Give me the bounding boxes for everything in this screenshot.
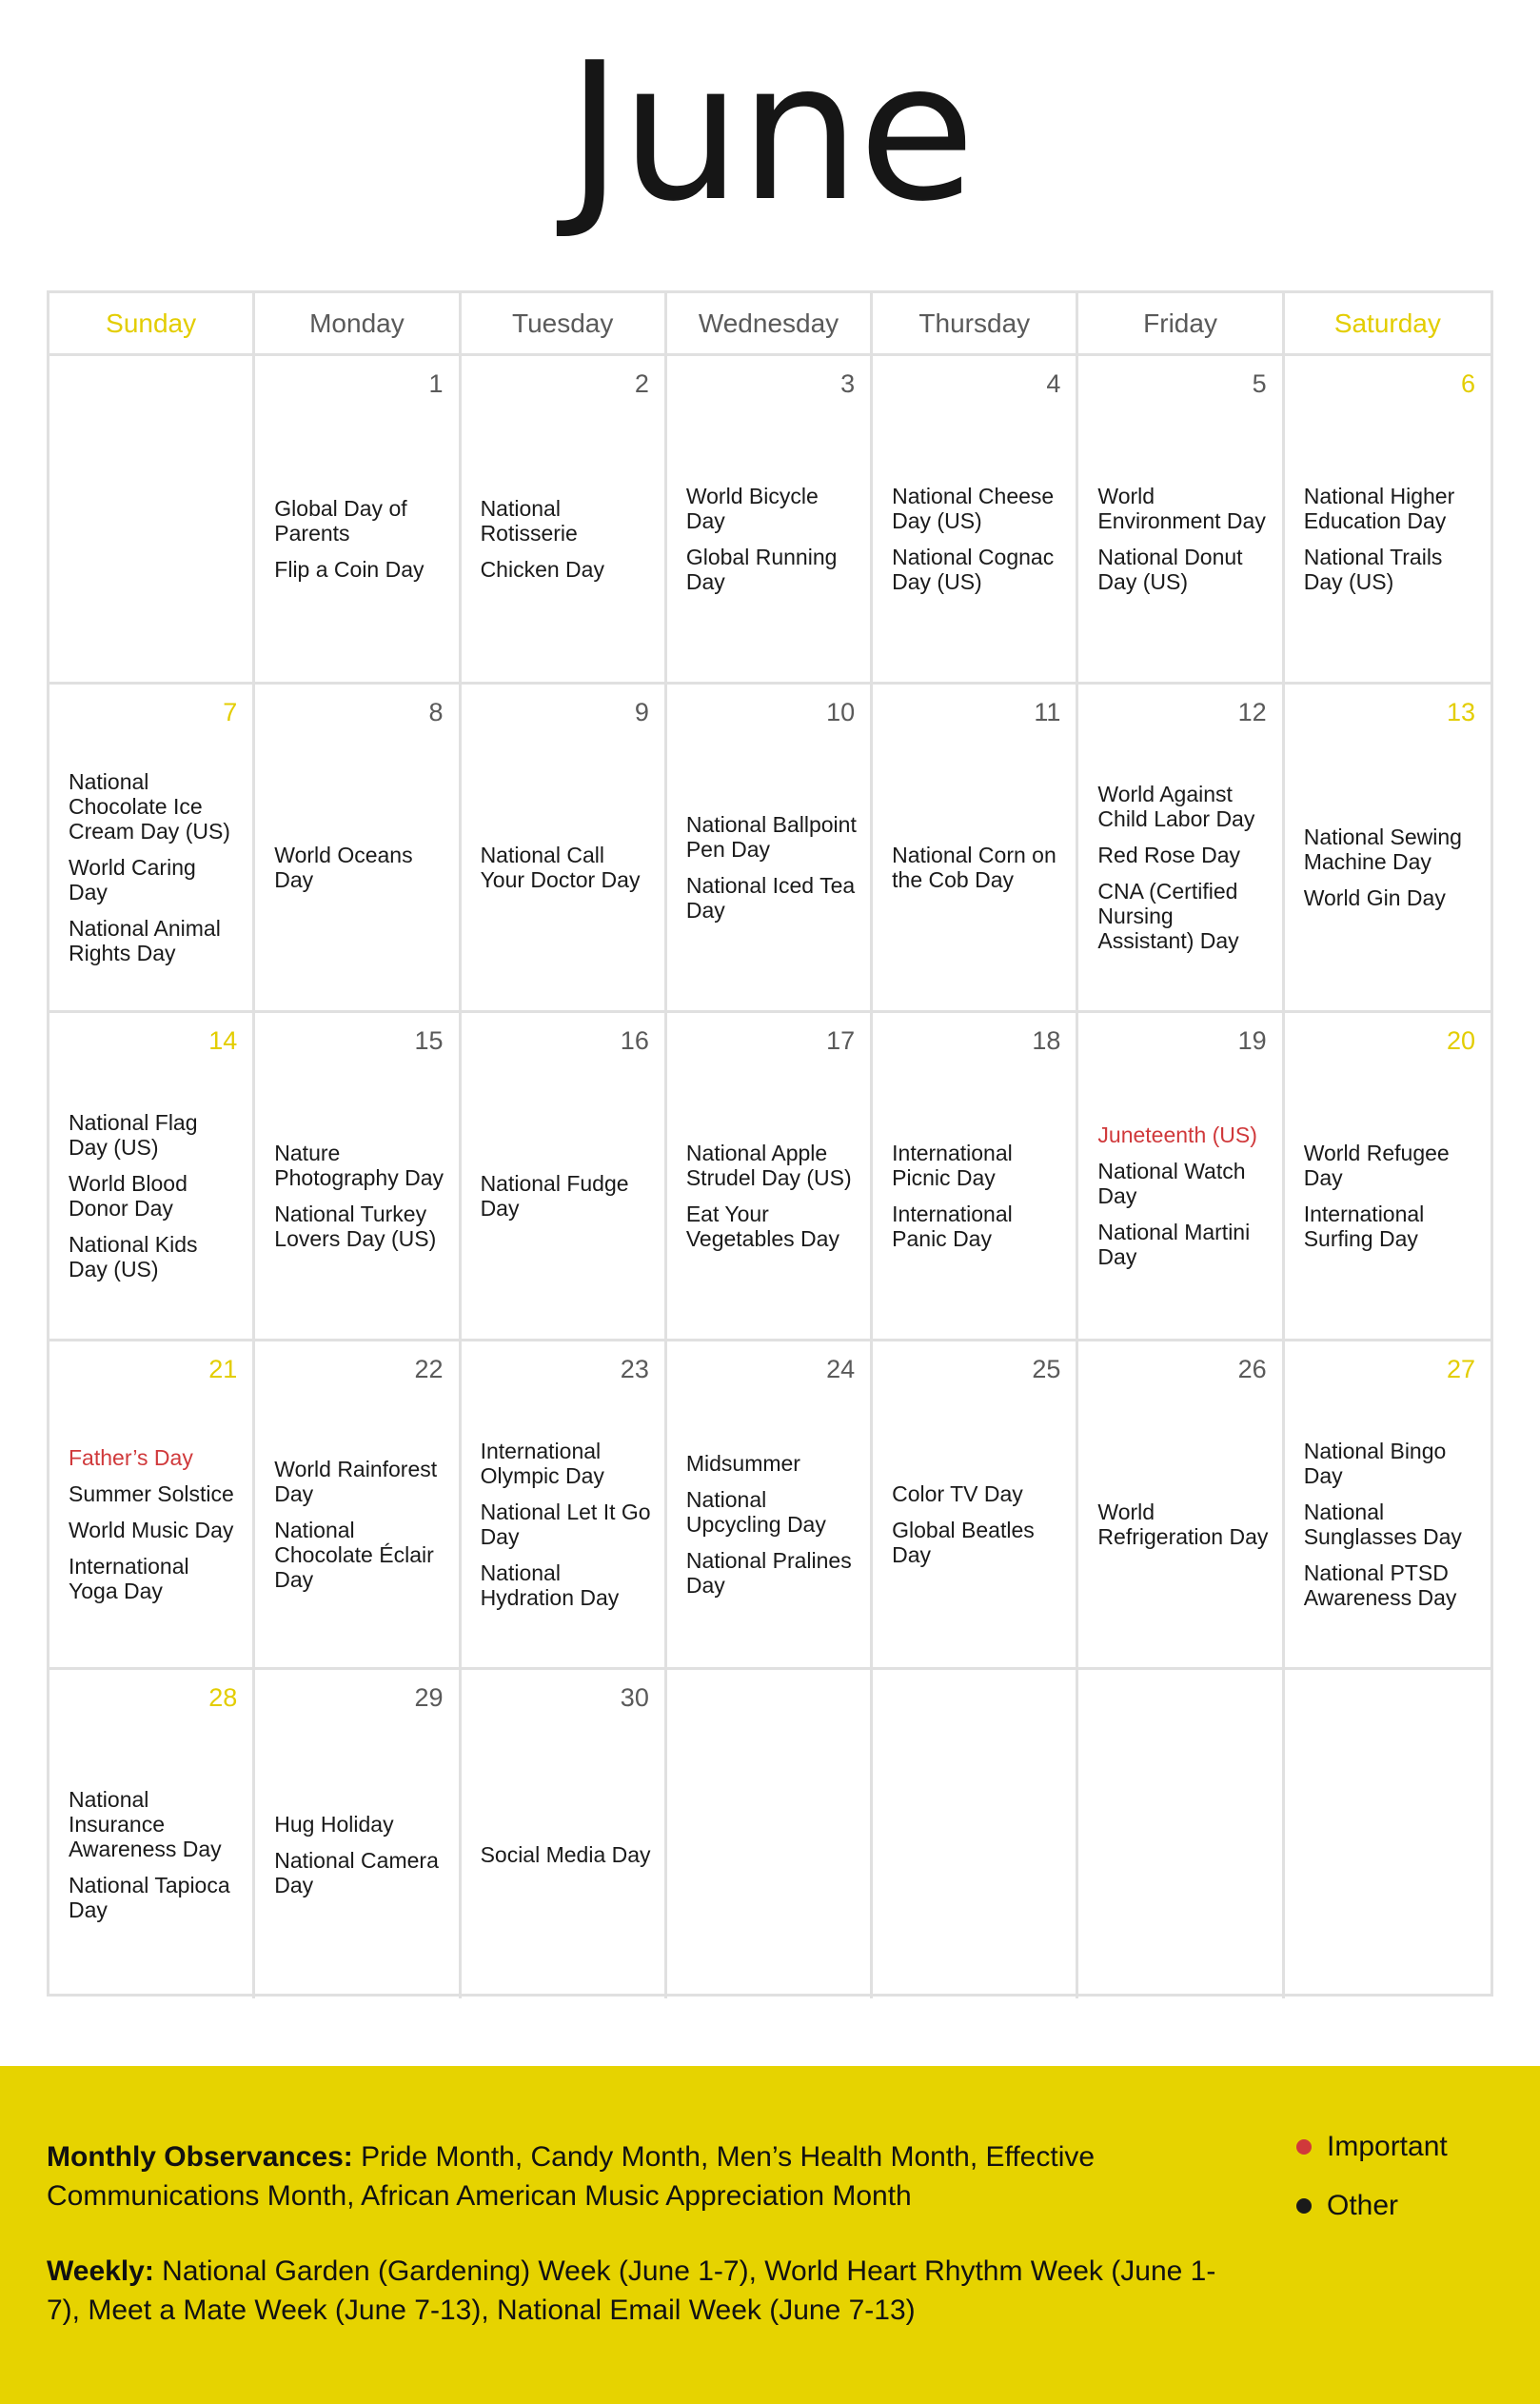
day-cell-19 xyxy=(1078,1013,1284,1341)
event-item: CNA (Certified Nursing Assistant) Day xyxy=(1097,879,1239,953)
weekday-header-sunday: Sunday xyxy=(49,293,255,356)
day-number: 6 xyxy=(1460,369,1475,398)
event-item: World Refugee Day xyxy=(1303,1141,1450,1190)
event-item: National Iced Tea Day xyxy=(685,873,856,923)
event-item: International Picnic Day xyxy=(892,1141,1013,1190)
event-item: National Call Your Doctor Day xyxy=(480,843,641,892)
event-item: National Camera Day xyxy=(274,1847,439,1897)
black-dot-icon xyxy=(1296,2198,1312,2214)
day-number: 3 xyxy=(840,369,856,398)
day-cell-22 xyxy=(255,1341,461,1670)
day-number: 22 xyxy=(414,1355,444,1383)
legend-item-other xyxy=(1296,2187,1448,2225)
day-cell-8 xyxy=(255,685,461,1013)
event-item: National Fudge Day xyxy=(480,1171,629,1221)
day-cell-20 xyxy=(1285,1013,1491,1341)
event-item: National Flag Day (US) xyxy=(69,1110,198,1160)
event-item: International Olympic Day xyxy=(480,1439,604,1488)
weekly-observances-text: National Garden (Gardening) Week (June 1-7), World Heart Rhythm Week (June 1-7), Meet a Mate Week (June 7-13), National Email Week (June 7-13) xyxy=(47,2255,1216,2326)
important-event: Juneteenth (US) xyxy=(1097,1123,1257,1147)
day-number: 30 xyxy=(620,1683,649,1712)
event-item: World Blood Donor Day xyxy=(69,1171,188,1221)
event-item: National Chocolate Ice Cream Day (US) xyxy=(69,769,230,844)
day-cell-7 xyxy=(49,685,255,1013)
event-item: National PTSD Awareness Day xyxy=(1303,1560,1457,1610)
day-number: 11 xyxy=(1034,698,1061,726)
event-item: National Sunglasses Day xyxy=(1303,1500,1462,1549)
event-item: National Martini Day xyxy=(1097,1220,1251,1269)
event-item: World Refrigeration Day xyxy=(1097,1500,1269,1549)
page-title: June xyxy=(566,22,974,244)
event-list xyxy=(274,409,444,668)
legend-important-label: Important xyxy=(1327,2131,1448,2162)
day-number: 28 xyxy=(208,1683,238,1712)
event-item: National Pralines Day xyxy=(685,1548,852,1598)
event-list xyxy=(481,409,651,668)
day-number: 26 xyxy=(1237,1355,1267,1383)
day-cell-12 xyxy=(1078,685,1284,1013)
event-list xyxy=(686,738,857,997)
event-item: National Corn on the Cob Day xyxy=(892,843,1056,892)
event-list xyxy=(481,1066,651,1325)
calendar-grid xyxy=(47,290,1493,1997)
day-cell-6 xyxy=(1285,356,1491,685)
event-item: National Donut Day (US) xyxy=(1097,545,1243,594)
event-item: National Trails Day (US) xyxy=(1303,545,1443,594)
day-cell-9 xyxy=(462,685,667,1013)
weekday-header-thursday: Thursday xyxy=(873,293,1078,356)
event-item: Midsummer xyxy=(685,1451,800,1476)
day-number: 4 xyxy=(1046,369,1061,398)
weekly-observances-label: Weekly: xyxy=(47,2255,154,2287)
day-number: 27 xyxy=(1446,1355,1475,1383)
event-item: National Insurance Awareness Day xyxy=(69,1786,222,1861)
event-item: World Caring Day xyxy=(69,855,196,904)
event-item: National Cognac Day (US) xyxy=(892,545,1055,594)
event-item: Summer Solstice xyxy=(69,1481,234,1506)
event-list xyxy=(274,1395,444,1654)
day-cell-10 xyxy=(667,685,873,1013)
day-cell-24 xyxy=(667,1341,873,1670)
event-item: Hug Holiday xyxy=(274,1811,394,1837)
event-list xyxy=(481,738,651,997)
empty-day-cell xyxy=(1078,1670,1284,1998)
event-item: National Ballpoint Pen Day xyxy=(685,812,857,862)
weekday-header-saturday: Saturday xyxy=(1285,293,1491,356)
day-number: 14 xyxy=(208,1026,238,1055)
event-list xyxy=(686,409,857,668)
day-cell-26 xyxy=(1078,1341,1284,1670)
day-number: 18 xyxy=(1032,1026,1061,1055)
day-number: 29 xyxy=(414,1683,444,1712)
day-cell-29 xyxy=(255,1670,461,1998)
legend-other-label: Other xyxy=(1327,2190,1399,2221)
day-number: 7 xyxy=(223,698,238,726)
day-cell-5 xyxy=(1078,356,1284,685)
event-item: National Animal Rights Day xyxy=(69,916,221,965)
day-cell-13 xyxy=(1285,685,1491,1013)
event-list xyxy=(686,1395,857,1654)
event-item: National Bingo Day xyxy=(1303,1439,1447,1488)
empty-day-cell xyxy=(873,1670,1078,1998)
event-item: Global Day of Parents xyxy=(274,496,407,546)
day-cell-17 xyxy=(667,1013,873,1341)
legend xyxy=(1296,2128,1448,2246)
footer-panel xyxy=(0,2066,1540,2404)
event-list xyxy=(1097,1395,1268,1654)
day-cell-18 xyxy=(873,1013,1078,1341)
day-cell-21 xyxy=(49,1341,255,1670)
day-cell-28 xyxy=(49,1670,255,1998)
day-number: 13 xyxy=(1446,698,1475,726)
event-item: Nature Photography Day xyxy=(274,1141,444,1190)
event-item: Eat Your Vegetables Day xyxy=(685,1202,839,1251)
event-item: National Higher Education Day xyxy=(1303,484,1455,533)
day-number: 9 xyxy=(634,698,649,726)
event-list xyxy=(69,738,239,997)
day-number: 10 xyxy=(826,698,856,726)
event-list xyxy=(1097,738,1268,997)
day-cell-27 xyxy=(1285,1341,1491,1670)
event-list xyxy=(892,1066,1062,1325)
day-cell-2 xyxy=(462,356,667,685)
day-number: 8 xyxy=(428,698,444,726)
event-item: World Bicycle Day xyxy=(685,484,819,533)
monthly-observances-text: Pride Month, Candy Month, Men’s Health Month, Effective Communications Month, African American Music Appreciation Month xyxy=(47,2141,1096,2212)
event-list xyxy=(1304,1395,1477,1654)
day-number: 25 xyxy=(1032,1355,1061,1383)
event-list xyxy=(686,1066,857,1325)
event-list xyxy=(481,1395,651,1654)
event-item: Social Media Day xyxy=(480,1841,651,1867)
day-cell-25 xyxy=(873,1341,1078,1670)
day-cell-30 xyxy=(462,1670,667,1998)
event-item: World Environment Day xyxy=(1097,484,1266,533)
day-number: 5 xyxy=(1252,369,1267,398)
event-item: National Apple Strudel Day (US) xyxy=(685,1141,852,1190)
day-number: 19 xyxy=(1237,1026,1267,1055)
event-list xyxy=(892,409,1062,668)
event-list xyxy=(892,1395,1062,1654)
day-cell-4 xyxy=(873,356,1078,685)
event-list xyxy=(69,1066,239,1325)
event-item: Color TV Day xyxy=(892,1481,1023,1506)
event-item: Red Rose Day xyxy=(1097,843,1240,867)
weekday-header-friday: Friday xyxy=(1078,293,1284,356)
event-item: International Panic Day xyxy=(892,1202,1013,1251)
day-cell-1 xyxy=(255,356,461,685)
monthly-observances xyxy=(47,2137,1236,2215)
empty-day-cell xyxy=(667,1670,873,1998)
event-item: World Music Day xyxy=(69,1518,234,1542)
event-list xyxy=(1097,409,1268,668)
day-number: 21 xyxy=(208,1355,238,1383)
event-list xyxy=(69,1395,239,1654)
day-cell-16 xyxy=(462,1013,667,1341)
weekly-observances xyxy=(47,2252,1236,2330)
event-list xyxy=(274,1723,444,1985)
event-list xyxy=(481,1723,651,1985)
day-number: 17 xyxy=(826,1026,856,1055)
event-item: World Gin Day xyxy=(1303,885,1446,910)
day-number: 12 xyxy=(1237,698,1267,726)
day-number: 2 xyxy=(634,369,649,398)
event-item: World Against Child Labor Day xyxy=(1097,782,1255,831)
event-list xyxy=(69,1723,239,1985)
event-item: National Cheese Day (US) xyxy=(892,484,1055,533)
event-item: Global Beatles Day xyxy=(892,1518,1035,1567)
day-cell-11 xyxy=(873,685,1078,1013)
event-list xyxy=(274,1066,444,1325)
event-item: National Watch Day xyxy=(1097,1159,1246,1208)
day-cell-14 xyxy=(49,1013,255,1341)
event-item: National Rotisserie xyxy=(480,496,578,546)
event-item: World Rainforest Day xyxy=(274,1457,438,1506)
weekday-header-wednesday: Wednesday xyxy=(667,293,873,356)
event-list xyxy=(1304,409,1477,668)
day-number: 16 xyxy=(620,1026,649,1055)
red-dot-icon xyxy=(1296,2139,1312,2155)
day-number: 24 xyxy=(826,1355,856,1383)
event-item: International Yoga Day xyxy=(69,1554,189,1603)
event-item: National Kids Day (US) xyxy=(69,1232,198,1281)
event-list xyxy=(1304,738,1477,997)
event-item: National Hydration Day xyxy=(480,1560,620,1610)
weekday-header-tuesday: Tuesday xyxy=(462,293,667,356)
empty-day-cell xyxy=(1285,1670,1491,1998)
event-item: Chicken Day xyxy=(480,557,604,582)
weekday-header-monday: Monday xyxy=(255,293,461,356)
event-item: Flip a Coin Day xyxy=(274,557,424,582)
day-number: 23 xyxy=(620,1355,649,1383)
event-item: National Upcycling Day xyxy=(685,1487,826,1537)
event-item: National Chocolate Éclair Day xyxy=(274,1518,434,1592)
day-cell-15 xyxy=(255,1013,461,1341)
empty-day-cell xyxy=(49,356,255,685)
event-list xyxy=(892,738,1062,997)
event-list xyxy=(1097,1066,1268,1325)
event-item: International Surfing Day xyxy=(1303,1202,1425,1251)
event-item: National Turkey Lovers Day (US) xyxy=(274,1202,437,1251)
event-item: National Tapioca Day xyxy=(69,1872,230,1922)
event-list xyxy=(1304,1066,1477,1325)
event-item: Global Running Day xyxy=(685,545,838,594)
day-cell-3 xyxy=(667,356,873,685)
day-number: 15 xyxy=(414,1026,444,1055)
monthly-observances-label: Monthly Observances: xyxy=(47,2141,353,2173)
day-number: 1 xyxy=(428,369,444,398)
important-event: Father’s Day xyxy=(69,1445,193,1470)
day-number: 20 xyxy=(1446,1026,1475,1055)
event-item: World Oceans Day xyxy=(274,843,413,892)
event-item: National Sewing Machine Day xyxy=(1303,825,1462,874)
event-item: National Let It Go Day xyxy=(480,1500,651,1549)
day-cell-23 xyxy=(462,1341,667,1670)
legend-item-important xyxy=(1296,2128,1448,2166)
event-list xyxy=(274,738,444,997)
